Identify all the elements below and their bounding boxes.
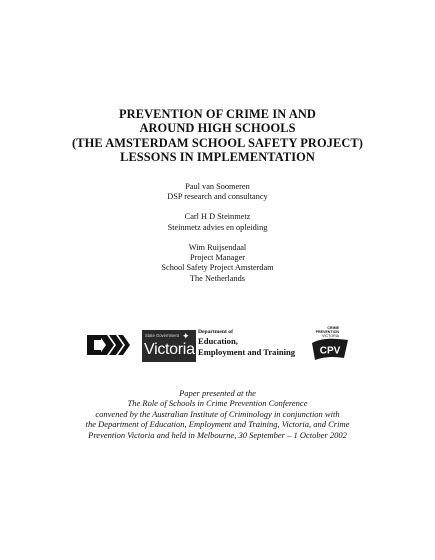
author-name: Carl H D Steinmetz	[184, 212, 251, 222]
title-line-1: PREVENTION OF CRIME IN AND	[119, 107, 316, 121]
aic-logo-icon	[85, 331, 131, 364]
cpv-mark-icon	[311, 337, 349, 366]
dept-line-3: Employment and Training	[198, 346, 296, 357]
author-name: Wim Ruijsendaal	[188, 242, 247, 252]
cpv-mark-text: CPV	[319, 345, 341, 357]
cpv-logo	[295, 325, 355, 365]
conference-note	[10, 388, 425, 440]
author-affiliation: DSP research and consultancy	[167, 192, 268, 202]
presented-line-3: convened by the Australian Institute of Criminology in conjunction with	[95, 408, 340, 419]
dept-line-2: Education,	[198, 336, 238, 346]
presented-line-2: The Role of Schools in Crime Prevention Conference	[127, 398, 308, 409]
victoria-logo-panel	[142, 330, 196, 362]
victoria-small-text: State Government	[145, 333, 179, 338]
author-role: Project Manager	[189, 253, 246, 263]
dept-line-1: Department of	[198, 329, 233, 335]
victoria-big-text: Victoria	[144, 341, 195, 358]
presented-line-5: Prevention Victoria and held in Melbourne, 30 September – 1 October 2002	[88, 429, 347, 440]
author-block-1	[60, 182, 375, 203]
title-line-2: AROUND HIGH SCHOOLS	[139, 121, 296, 136]
cpv-line-1: CRIME	[327, 326, 339, 330]
presented-line-4: the Department of Education, Employment and Training, Victoria, and Crime	[85, 419, 350, 430]
victoria-deet-logo	[142, 325, 296, 365]
star-icon: ✦	[182, 331, 190, 341]
author-affiliation: School Safety Project Amsterdam	[161, 263, 274, 273]
department-name	[198, 329, 295, 357]
paper-title	[20, 107, 415, 164]
title-line-4: LESSONS IN IMPLEMENTATION	[120, 149, 315, 164]
author-block-2	[60, 212, 375, 233]
author-name: Paul van Soomeren	[185, 182, 250, 191]
title-line-3: (THE AMSTERDAM SCHOOL SAFETY PROJECT)	[71, 135, 363, 150]
author-list	[60, 182, 375, 294]
cpv-line-2: PREVENTION	[315, 330, 339, 334]
author-block-3	[60, 243, 375, 285]
author-country: The Netherlands	[189, 273, 246, 283]
presented-line-1: Paper presented at the	[179, 388, 256, 398]
author-affiliation: Steinmetz advies en opleiding	[167, 222, 268, 232]
cpv-line-3: VICTORIA	[322, 334, 339, 338]
sponsor-logos	[0, 322, 435, 372]
